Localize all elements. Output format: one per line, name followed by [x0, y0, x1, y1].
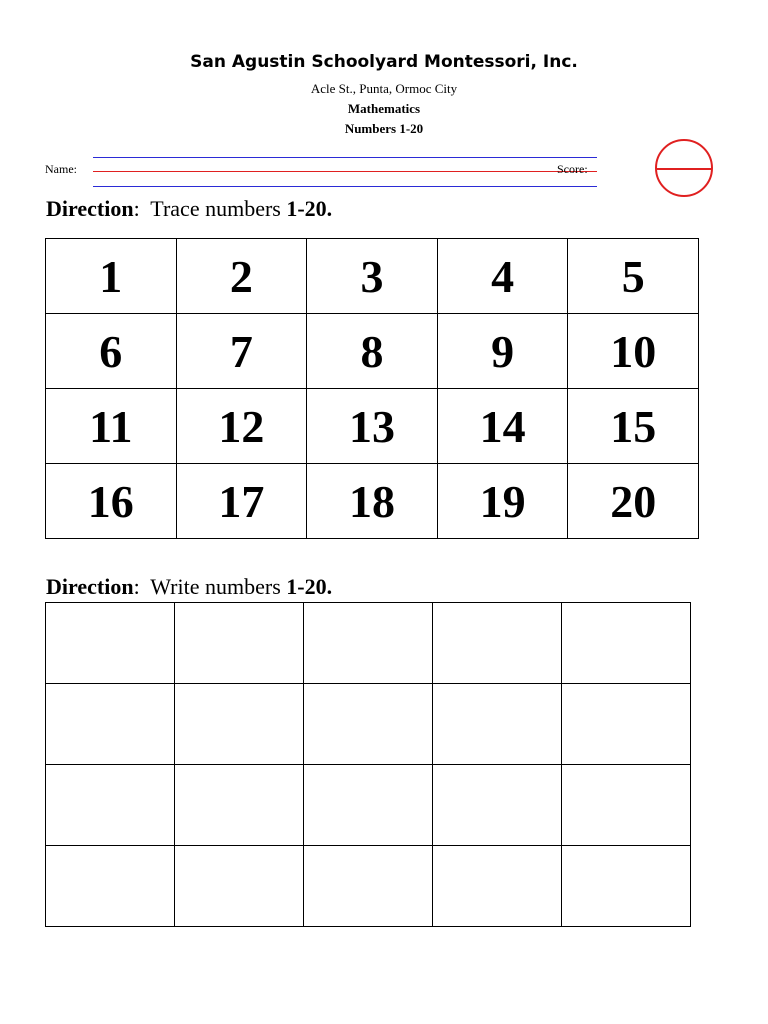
- write-cell[interactable]: [433, 765, 562, 846]
- lesson-title: Numbers 1-20: [344, 121, 424, 136]
- write-cell[interactable]: [175, 765, 304, 846]
- trace-cell[interactable]: 15: [568, 389, 699, 464]
- trace-numbers-table: [45, 238, 699, 539]
- write-cell[interactable]: [433, 603, 562, 684]
- write-cell[interactable]: [433, 684, 562, 765]
- direction-trace-label: Direction: [46, 196, 134, 221]
- score-label: Score:: [557, 162, 588, 176]
- trace-cell[interactable]: 1: [46, 239, 177, 314]
- trace-cell[interactable]: 2: [176, 239, 307, 314]
- trace-cell[interactable]: 8: [307, 314, 438, 389]
- write-numbers-table: [45, 602, 691, 927]
- direction-trace-range: 1-20.: [286, 196, 333, 221]
- write-cell[interactable]: [562, 765, 691, 846]
- trace-cell[interactable]: 16: [46, 464, 177, 539]
- write-cell[interactable]: [46, 684, 175, 765]
- subject-title: Mathematics: [347, 101, 421, 116]
- trace-cell[interactable]: 13: [307, 389, 438, 464]
- write-cell[interactable]: [433, 846, 562, 927]
- write-cell[interactable]: [304, 765, 433, 846]
- trace-cell[interactable]: 20: [568, 464, 699, 539]
- score-circle-divider: [657, 168, 711, 170]
- name-line-middle[interactable]: [93, 171, 597, 172]
- write-row: [46, 603, 691, 684]
- direction-write-label: Direction: [46, 574, 134, 599]
- trace-cell[interactable]: 3: [307, 239, 438, 314]
- write-cell[interactable]: [304, 603, 433, 684]
- direction-write: [46, 574, 332, 600]
- name-line-bottom: [93, 186, 597, 187]
- trace-cell[interactable]: 4: [437, 239, 568, 314]
- trace-cell[interactable]: 17: [176, 464, 307, 539]
- write-cell[interactable]: [175, 846, 304, 927]
- write-cell[interactable]: [304, 846, 433, 927]
- name-line-top: [93, 157, 597, 158]
- trace-row: [46, 464, 699, 539]
- write-cell[interactable]: [562, 846, 691, 927]
- trace-cell[interactable]: 18: [307, 464, 438, 539]
- direction-write-text: : Write numbers: [133, 574, 287, 599]
- trace-cell[interactable]: 11: [46, 389, 177, 464]
- trace-cell[interactable]: 9: [437, 314, 568, 389]
- trace-row: [46, 389, 699, 464]
- school-address: Acle St., Punta, Ormoc City: [310, 81, 458, 96]
- write-cell[interactable]: [562, 603, 691, 684]
- direction-write-range: 1-20.: [286, 574, 333, 599]
- direction-trace-text: : Trace numbers: [133, 196, 287, 221]
- trace-cell[interactable]: 10: [568, 314, 699, 389]
- write-cell[interactable]: [46, 846, 175, 927]
- school-name: San Agustin Schoolyard Montessori, Inc.: [190, 52, 578, 72]
- trace-cell[interactable]: 14: [437, 389, 568, 464]
- name-label: Name:: [45, 162, 77, 176]
- trace-cell[interactable]: 7: [176, 314, 307, 389]
- score-circle[interactable]: [655, 139, 713, 197]
- direction-trace: [46, 196, 332, 222]
- trace-cell[interactable]: 6: [46, 314, 177, 389]
- trace-row: [46, 239, 699, 314]
- write-cell[interactable]: [46, 603, 175, 684]
- write-row: [46, 684, 691, 765]
- write-cell[interactable]: [175, 603, 304, 684]
- write-cell[interactable]: [562, 684, 691, 765]
- write-row: [46, 846, 691, 927]
- write-row: [46, 765, 691, 846]
- trace-cell[interactable]: 12: [176, 389, 307, 464]
- trace-cell[interactable]: 5: [568, 239, 699, 314]
- write-cell[interactable]: [304, 684, 433, 765]
- trace-row: [46, 314, 699, 389]
- write-cell[interactable]: [46, 765, 175, 846]
- trace-cell[interactable]: 19: [437, 464, 568, 539]
- write-cell[interactable]: [175, 684, 304, 765]
